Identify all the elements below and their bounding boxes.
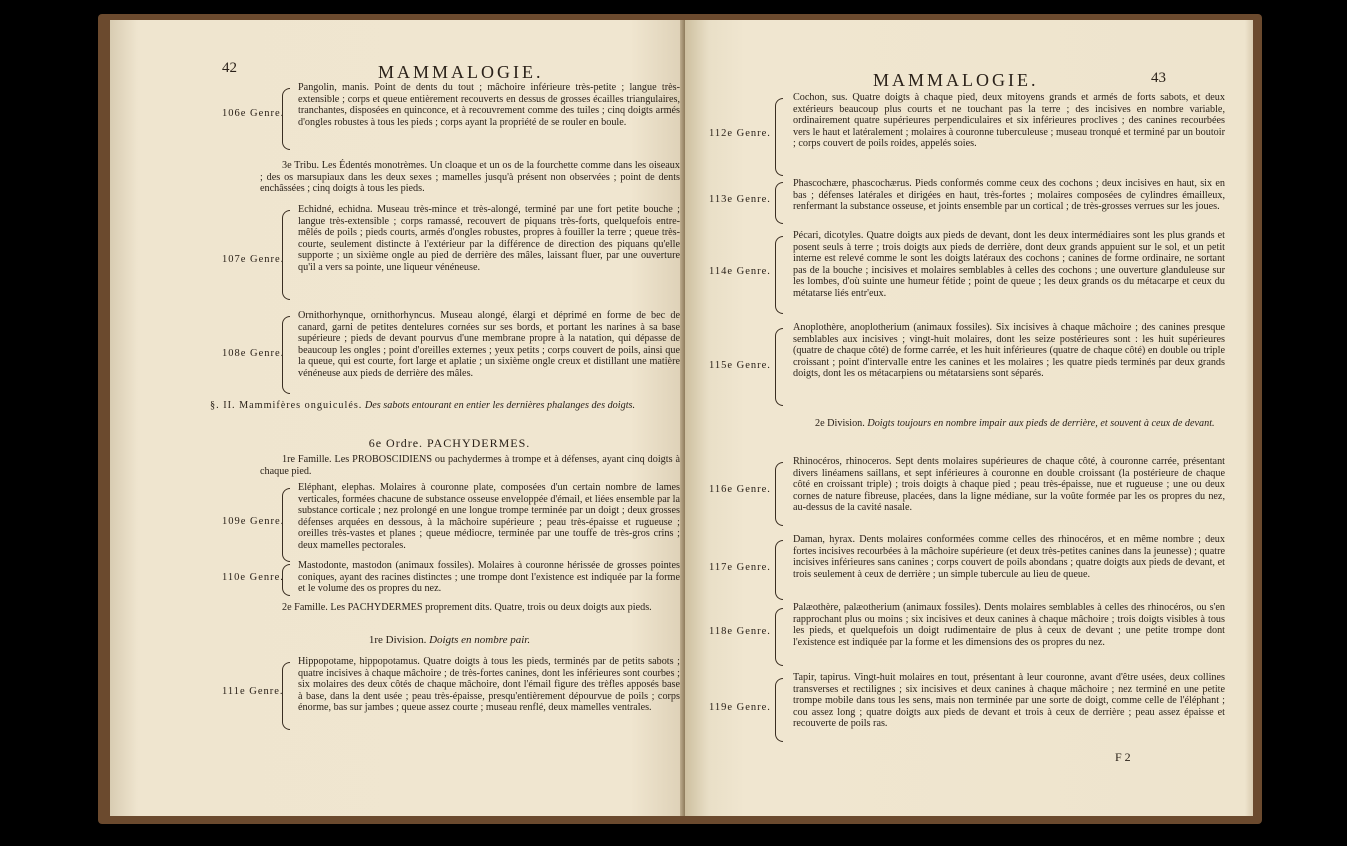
brace [282,488,290,562]
brace [282,564,290,596]
genre-label: 118e Genre. [709,626,771,637]
left-page [110,20,685,816]
genre-description: Pécari, dicotyles. Quatre doigts aux pieds de devant, dont les deux intermédiaires sont les plus grands et posent seuls à terre ; trois doigts aux pieds de derrière, dont deux grands appuient sur le sol, et un petit interne est relevé comme le sont les doigts latéraux des cochons ; canines de forme ordinaire, ne sortant pas de la bouche ; incisives et molaires semblables à celles des cochons ; une ouverture glanduleuse sur les lombes, d'où suinte une humeur fétide ; point de queue ; les deux grands os du métacarpe et ceux du métatarse liés entr'eux. [793,230,1225,299]
right-page [685,20,1253,816]
tribe-paragraph: 3e Tribu. Les Édentés monotrèmes. Un cloaque et un os de la fourchette comme dans les oiseaux ; des os marsupiaux dans les deux sexes ; mamelles jusqu'à présent non observées ; point de dents enchâssées ; cinq doigts à tous les pieds. [260,160,680,195]
brace [775,328,783,406]
genre-description: Cochon, sus. Quatre doigts à chaque pied, deux mitoyens grands et armés de forts sabots, et deux extérieurs beaucoup plus courts et ne touchant pas la terre ; des incisives en nombre variable, ordinairement quatre supérieures perpendiculaires et six inférieures proclives ; des canines recourbées vers le haut et latéralement ; molaires à couronne tuberculeuse ; museau tronqué et terminé par un boutoir ; corps couvert de poils roides, appelés soies. [793,92,1225,150]
brace [282,662,290,730]
genre-label: 113e Genre. [709,194,771,205]
genre-label: 108e Genre. [222,348,285,359]
section-heading [210,400,680,412]
genre-description: Pangolin, manis. Point de dents du tout ; mâchoire inférieure très-petite ; langue très-extensible ; corps et queue entièrement recouverts en dessus de grosses écailles triangulaires, tranchantes, disposées en quinconce, et à recouvrement comme des tuiles ; cinq doigts armés d'ongles robustes à tous les pieds ; corps ayant la propriété de se rouler en boule. [298,82,680,128]
brace [775,608,783,666]
brace [775,182,783,224]
brace [775,540,783,600]
genre-label: 109e Genre. [222,516,285,527]
genre-label: 114e Genre. [709,266,771,277]
division-heading: 1re Division. Doigts en nombre pair. [368,634,531,646]
genre-label: 110e Genre. [222,572,284,583]
right-running-head: MAMMALOGIE. [873,70,1039,90]
genre-description: Anoplothère, anoplotherium (animaux fossiles). Six incisives à chaque mâchoire ; des canines presque semblables aux incisives ; vingt-huit molaires, dont les seize postérieures sont : les huit supérieures (quatre de chaque côté) de forme carrée, et les huit inférieures (quatre de chaque côté) en double ou triple croissant ; point d'intervalle entre les canines et les molaires ; les quatre pieds terminés par deux grands doigts, dont les os métacarpiens ou métatarsiens sont séparés. [793,322,1225,380]
genre-description: Hippopotame, hippopotamus. Quatre doigts à tous les pieds, terminés par de petits sabots ; quatre incisives à chaque mâchoire ; de très-fortes canines, dont les inférieures sont courbes ; six molaires des deux côtés de chaque mâchoire, dont l'émail figure des trèfles apposés base à base, dans la dent usée ; peau très-épaisse, presqu'entièrement dépourvue de poils ; corps énorme, bas sur jambes ; queue assez courte ; museau renflé, deux mamelles ventrales. [298,656,680,714]
genre-label: 119e Genre. [709,702,771,713]
brace [282,210,290,300]
genre-description: Phascochære, phascochærus. Pieds conformés comme ceux des cochons ; deux incisives en haut, six en bas ; défenses latérales et dirigées en haut, très-fortes ; molaires composées de cylindres émailleux, renfermant la substance osseuse, et joints ensemble par un cortical ; de très-grosses verrues sur les joues. [793,178,1225,213]
division-heading: 2e Division. Doigts toujours en nombre impair aux pieds de derrière, et souvent à ceux de devant. [815,418,1215,429]
genre-description: Mastodonte, mastodon (animaux fossiles). Molaires à couronne hérissée de grosses pointes coniques, ayant des racines distinctes ; une trompe dont l'existence est indiquée par la forme et le volume des os propres du nez. [298,560,680,595]
brace [282,88,290,150]
genre-description: Eléphant, elephas. Molaires à couronne plate, composées d'un certain nombre de lames verticales, formées chacune de substance osseuse enveloppée d'émail, et liées ensemble par la substance corticale ; nez prolongé en une longue trompe terminée par un doigt ; deux grosses défenses arquées en dessous, à la mâchoire supérieure ; peau très-épaisse et rugueuse ; oreilles très-vastes et planes ; queue médiocre, terminée par une touffe de très-gros crins ; deux mamelles pectorales. [298,482,681,551]
genre-label: 115e Genre. [709,360,771,371]
brace [282,316,290,394]
section-title: §. II. Mammifères onguiculés. [210,400,363,411]
brace [775,98,783,176]
genre-description: Palæothère, palæotherium (animaux fossiles). Dents molaires semblables à celles des rhinocéros, ou s'en rapprochant plus ou moins ; six incisives et deux canines à chaque mâchoire ; trois doigts visibles à tous les pieds, et quelquefois un doigt rudimentaire de plus à ceux de devant ; une petite trompe dont l'existence est indiquée par la forme et les dimensions des os propres du nez. [793,602,1225,648]
left-page-number: 42 [222,60,237,76]
brace [775,462,783,526]
right-page-number: 43 [1151,70,1166,86]
genre-label: 116e Genre. [709,484,771,495]
genre-description: Tapir, tapirus. Vingt-huit molaires en tout, présentant à leur couronne, avant d'être usées, deux collines transverses et rectilignes ; six incisives et deux canines à chaque mâchoire ; nez terminé en une petite trompe mobile dans tous les sens, mais non terminée par une sorte de doigt, comme celle de l'éléphant ; cou assez long ; quatre doigts aux pieds de devant et trois à ceux de derrière ; peau assez épaisse et recouverte de poils ras. [793,672,1225,730]
genre-description: Rhinocéros, rhinoceros. Sept dents molaires supérieures de chaque côté, à couronne carrée, présentant divers linéamens saillans, et sept inférieures à couronne en double croissant (la postérieure de chaque côté en croissant triple) ; trois doigts à chaque pied ; peau très-épaisse, nue et rugueuse ; une ou deux cornes de nature fibreuse, placées, dans la ligne médiane, sur la voûte formée par les os propres du nez, au-dessus de la cavité nasale. [793,456,1225,514]
genre-label: 106e Genre. [222,108,285,119]
brace [775,678,783,742]
genre-label: 107e Genre. [222,254,285,265]
genre-label: 117e Genre. [709,562,771,573]
signature-mark: F 2 [1115,750,1131,764]
genre-description: Daman, hyrax. Dents molaires conformées comme celles des rhinocéros, et en même nombre ; deux fortes incisives recourbées à la mâchoire supérieure (et deux très-petites canines dans la jeunesse) ; quatre incisives inférieures sans canines ; corps couvert de poils abondans ; quatre doigts aux pieds de devant, et trois seulement à ceux de derrière ; un simple tubercule au lieu de queue. [793,534,1225,580]
genre-description: Echidné, echidna. Museau très-mince et très-alongé, terminé par une fort petite bouche ; langue très-extensible ; corps ramassé, recouvert de piquans très-forts, quelquefois entre-mêlés de poils ; pieds courts, armés d'ongles robustes, propres à fouiller la terre ; queue très-courte, seulement distincte à l'extérieur par la différence de direction des piquans qu'elle supporte ; un sixième ongle au pied de derrière des mâles, laissant fluer, par une ouverture qu'il a vers sa pointe, une liqueur vénéneuse. [298,204,680,273]
section-subtitle: Des sabots entourant en entier les dernières phalanges des doigts. [364,400,636,411]
genre-label: 111e Genre. [222,686,284,697]
family-paragraph: 2e Famille. Les PACHYDERMES proprement dits. Quatre, trois ou deux doigts aux pieds. [282,602,652,613]
left-running-head: MAMMALOGIE. [378,62,544,82]
order-heading: 6e Ordre. PACHYDERMES. [368,436,531,450]
family-paragraph: 1re Famille. Les PROBOSCIDIENS ou pachydermes à trompe et à défenses, ayant cinq doigts à chaque pied. [260,454,680,477]
genre-label: 112e Genre. [709,128,771,139]
brace [775,236,783,314]
genre-description: Ornithorhynque, ornithorhyncus. Museau alongé, élargi et déprimé en forme de bec de canard, garni de petites dentelures cornées sur ses bords, et portant les narines à sa base supérieure ; pieds de devant pourvus d'une membrane propre à la natation, qui dépasse de beaucoup les ongles ; point d'oreilles externes ; yeux petits ; corps couvert de poils, ainsi que la queue, qui est courte, fort large et aplatie ; un sixième ongle creux et distillant une matière vénéneuse aux pieds de derrière des mâles. [298,310,680,379]
